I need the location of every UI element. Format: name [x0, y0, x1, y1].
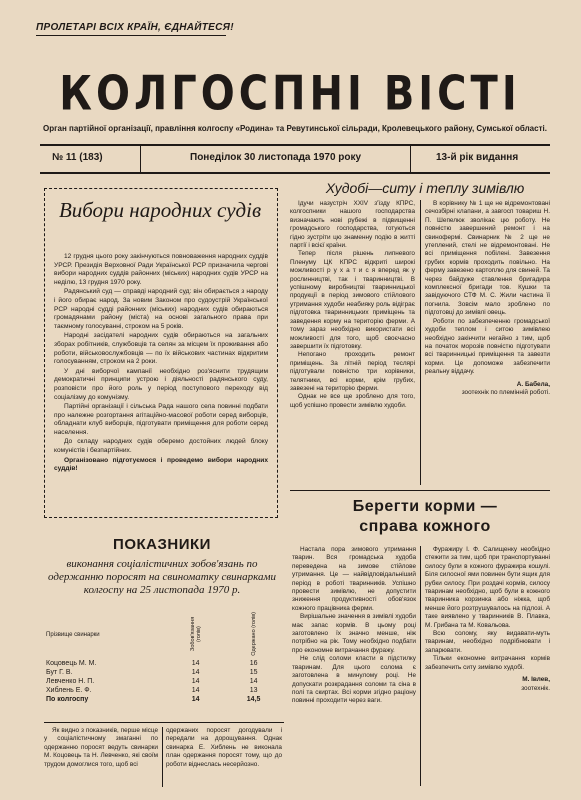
article2-title-line2: справа кожного: [359, 518, 491, 535]
article1-paragraph: Роботи по забезпеченню громадської худоби теплом і ситою зимівлею необхідно закінчити негайно з тим, щоб на початок морозів повністю підготувати всі тваринницькі приміщення та завезти корми. Це допоможе забезпечити реальну віддачу.: [425, 317, 550, 376]
article1-title: Худобі—ситу і теплу зимівлю: [325, 180, 525, 196]
row-obligation: 14: [191, 678, 200, 685]
row-name: Бут Г. В.: [46, 669, 73, 676]
article2-paragraph: Всю солому, яку видавати-муть тваринам, необхідно подрібнювати і запарювати.: [425, 630, 550, 654]
issue-divider-2: [410, 146, 411, 172]
row-obtained: 14: [249, 678, 258, 685]
table-bottom-rule: [44, 722, 284, 723]
table-row: [44, 677, 284, 686]
election-paragraph: У дні виборчої кампанії необхідно роз'яснити трудящим демократичні принципи устрою і діяльності радянського суду, розповісти про його роль у період поступового переходу від соціалізму до комунізму.: [54, 367, 268, 401]
article1-paragraph: Тепер після рішень липневого Пленуму ЦК КПРС відкриті широкі можливості р у х а т и с я вперед як у рослинництві, так і тваринництві. В успішному виробництві тваринницької продукції в період зимового стійлового утримання худоби неабияку роль відіграє підготовка тваринницьких приміщень та заведення корму на територію ферми. А тому зараз необхідно використати всі можливості для того, щоб своєчасно завершити їх підготовку.: [290, 250, 415, 350]
election-paragraph: Партійні організації і сільська Рада нашого села повинні подбати про належне розгортання агітаційно-масової роботи серед виборців, обладнати клуб виборців, підготувати приміщення для роботи серед населення.: [54, 403, 268, 436]
article1-col-divider: [420, 200, 421, 485]
election-paragraph: Організовано підготуємося і проведемо вибори народних суддів!: [54, 456, 268, 473]
total-obligation: 14: [191, 696, 200, 703]
issue-divider-1: [140, 146, 141, 172]
issue-year: 13-й рік видання: [436, 152, 519, 163]
slogan-underline: [36, 35, 226, 36]
article1-col1: [290, 200, 415, 410]
table-header-row: [44, 612, 284, 659]
article2-paragraph: Тільки економне витрачання кормів забезпечить ситу зимівлю худобі.: [425, 655, 550, 671]
slogan: ПРОЛЕТАРІ ВСІХ КРАЇН, ЄДНАЙТЕСЯ!: [36, 22, 234, 33]
election-paragraph: 12 грудня цього року закінчуються повноваження народних суддів УРСР. Президія Верховної Ради Української РСР призначила чергові вибори народних суддів районних (міських) народних судів УРСР на неділю, 13 грудня 1970 року.: [54, 253, 268, 286]
row-obtained: 13: [249, 687, 258, 694]
row-obligation: 14: [191, 687, 200, 694]
election-title: Вибори народних судів: [58, 198, 262, 222]
article2-col1: [292, 546, 416, 706]
issue-bar-top-rule: [40, 144, 550, 146]
pokaznyky-subtitle: виконання соціалістичних зобов'язань по одержанню поросят на свиноматку свинарками колгоспу на 25 листопада 1970 р.: [47, 558, 276, 596]
col-name-header: Прізвище свинарки: [46, 632, 100, 638]
pokaznyky-note-divider: [162, 727, 163, 787]
row-obtained: 16: [249, 660, 258, 667]
table-row: [44, 659, 284, 668]
col-obtained-header: Одержано (голів): [250, 612, 257, 656]
article2-paragraph: Вирішальне значення в зимівлі худоби має запас кормів. В цьому році заготовлено їх значно менше, ніж потрібно на рік. Тому необхідно подбати про економне витрачання фуражу.: [292, 613, 416, 654]
article1-paragraph: Ідучи назустріч XXIV з'їзду КПРС, колгоспники нашого господарства визначають нові рубежі в підвищенні громадського господарства, готуються гідно зустріти цю знаменну подію в житті партії і всієї країни.: [290, 200, 415, 250]
pokaznyky-note-col1: Як видно з показників, перше місце у соціалістичному змаганні по одержанню поросят ведуть свинарки М. Коцовець та Н. Левченко, які своїм трудом домоглися того, щоб всі: [44, 727, 158, 768]
row-name: Левченко Н. П.: [46, 678, 95, 685]
pokaznyky-table-wrap: [44, 612, 284, 704]
election-paragraph: Народні засідателі народних судів обираються на загальних зборах робітників, службовців та селян за місцем їх проживання або роботи, військовослужбовців — по їх військових частинах відкритим голосуванням, строком на 2 роки.: [54, 332, 268, 366]
pokaznyky-note-col2: одержаних поросят догодували і передали на дорощування. Однак свинарка Е. Хиблень не виконала план одержання поросят тому, що до роботи віднеслась несерйозно.: [166, 727, 282, 768]
section-rule: [290, 490, 550, 491]
article2-signature: М. Івлев,: [522, 676, 550, 684]
article1-paragraph: Однак не все ще зроблено для того, щоб успішно провести зимівлю худоби.: [290, 393, 415, 409]
article2-signature-role: зоотехнік.: [521, 684, 550, 692]
article1-col2: [425, 200, 550, 397]
table-total-row: [44, 695, 284, 704]
article2-paragraph: Не слід соломи класти в підстилку тваринам. Для цього солома є заготовлена в минулому році. Не допускати розкрадання соломи та сіна в полі та скиртах. Всі корми згідно раціону повинні проходити через ваги.: [292, 655, 416, 705]
issue-number: № 11 (183): [52, 152, 103, 163]
organ-line: Орган партійної організації, правління колгоспу «Родина» та Ревутинської сільради, Кролевецького району, Сумської області.: [43, 124, 547, 133]
election-text: [54, 253, 268, 475]
col-obligation-header: Зобов'язання (голів): [189, 616, 202, 652]
article1-signature: А. Бабела,: [516, 380, 550, 388]
table-row: [44, 686, 284, 695]
article2-title-line1: Берегти корми —: [352, 498, 498, 515]
masthead: КОЛГОСПНІ ВІСТІ: [59, 66, 521, 122]
row-obligation: 14: [191, 669, 200, 676]
row-name: Хиблень Е. Ф.: [46, 687, 92, 694]
total-name: По колгоспу: [46, 696, 89, 703]
article1-paragraph: В корівнику № 1 ще не відремонтовані сечозбірні клапани, а завгосп товариш Н. П. Шепелюк зволікає цю роботу. Не повністю завершений ремонт і на свинофермі. Свинарник № 2 ще не утеплений, стелі не відремонтовані. Не всі приміщення побілені. Завезення грубих кормів проходить повільно. На ферму завезено картоплю для свиней. Та через байдуже ставлення бригадира комплексної бригади тов. Кушки та завідуючого СТФ М. С. Жили частина її погнила. Зовсім мало зроблено по підготовці до зимівлі овець.: [425, 200, 550, 317]
article2-col2: [425, 546, 550, 693]
article1-paragraph: Непогано проходить ремонт приміщень. За літній період теслярі підготували повністю три корівники, телятники, всі корми, крім грубих, завезені на територію ферми.: [290, 351, 415, 392]
article2-col-divider: [420, 546, 421, 786]
row-name: Коцовець М. М.: [46, 660, 97, 667]
article1-signature-role: зоотехнік по племінній роботі.: [461, 388, 550, 396]
table-row: [44, 668, 284, 677]
issue-date: Понеділок 30 листопада 1970 року: [190, 152, 362, 163]
issue-bar-bottom-rule: [40, 172, 550, 174]
row-obtained: 15: [249, 669, 258, 676]
article2-paragraph: Настала пора зимового утримання тварин. Вся громадська худоба переведена на зимове стійлове утримання. Це — найвідповідальніший період в роботі тваринників. Успішно провести зимівлю, не допустити зниження продуктивності обов'язок кожного працівника ферми.: [292, 546, 416, 612]
election-paragraph: До складу народних судів оберемо достойних людей блоку комуністів і безпартійних.: [54, 438, 268, 455]
article2-paragraph: Фуражиру І. Ф. Салищенку необхідно стежити за тим, щоб при транспортуванні силосу були в кожного фуражира кошулі. Біля силосної ями повинен бути ящик для рубки силосу. При роздачі кормів, силосу тваринам необхідно, щоб були в кожного тваринника корзинка або ніжка, щоб менше його розтрушувалось на підлозі. А таке виявлено у тваринників В. Плавка, М. Грибана та М. Ковальова.: [425, 546, 550, 629]
election-paragraph: Радянський суд — справді народний суд: він обирається з народу і його обирає народ. За новим Законом про судоустрій Української РСР народні судді районних (міських) народних судів обираються громадянами району (міста) на основі загального права при таємному голосуванні, строком на 5 років.: [54, 288, 268, 330]
pokaznyky-title: ПОКАЗНИКИ: [113, 536, 211, 553]
pokaznyky-table: [44, 612, 284, 704]
total-obtained: 14,5: [246, 696, 261, 703]
row-obligation: 14: [191, 660, 200, 667]
